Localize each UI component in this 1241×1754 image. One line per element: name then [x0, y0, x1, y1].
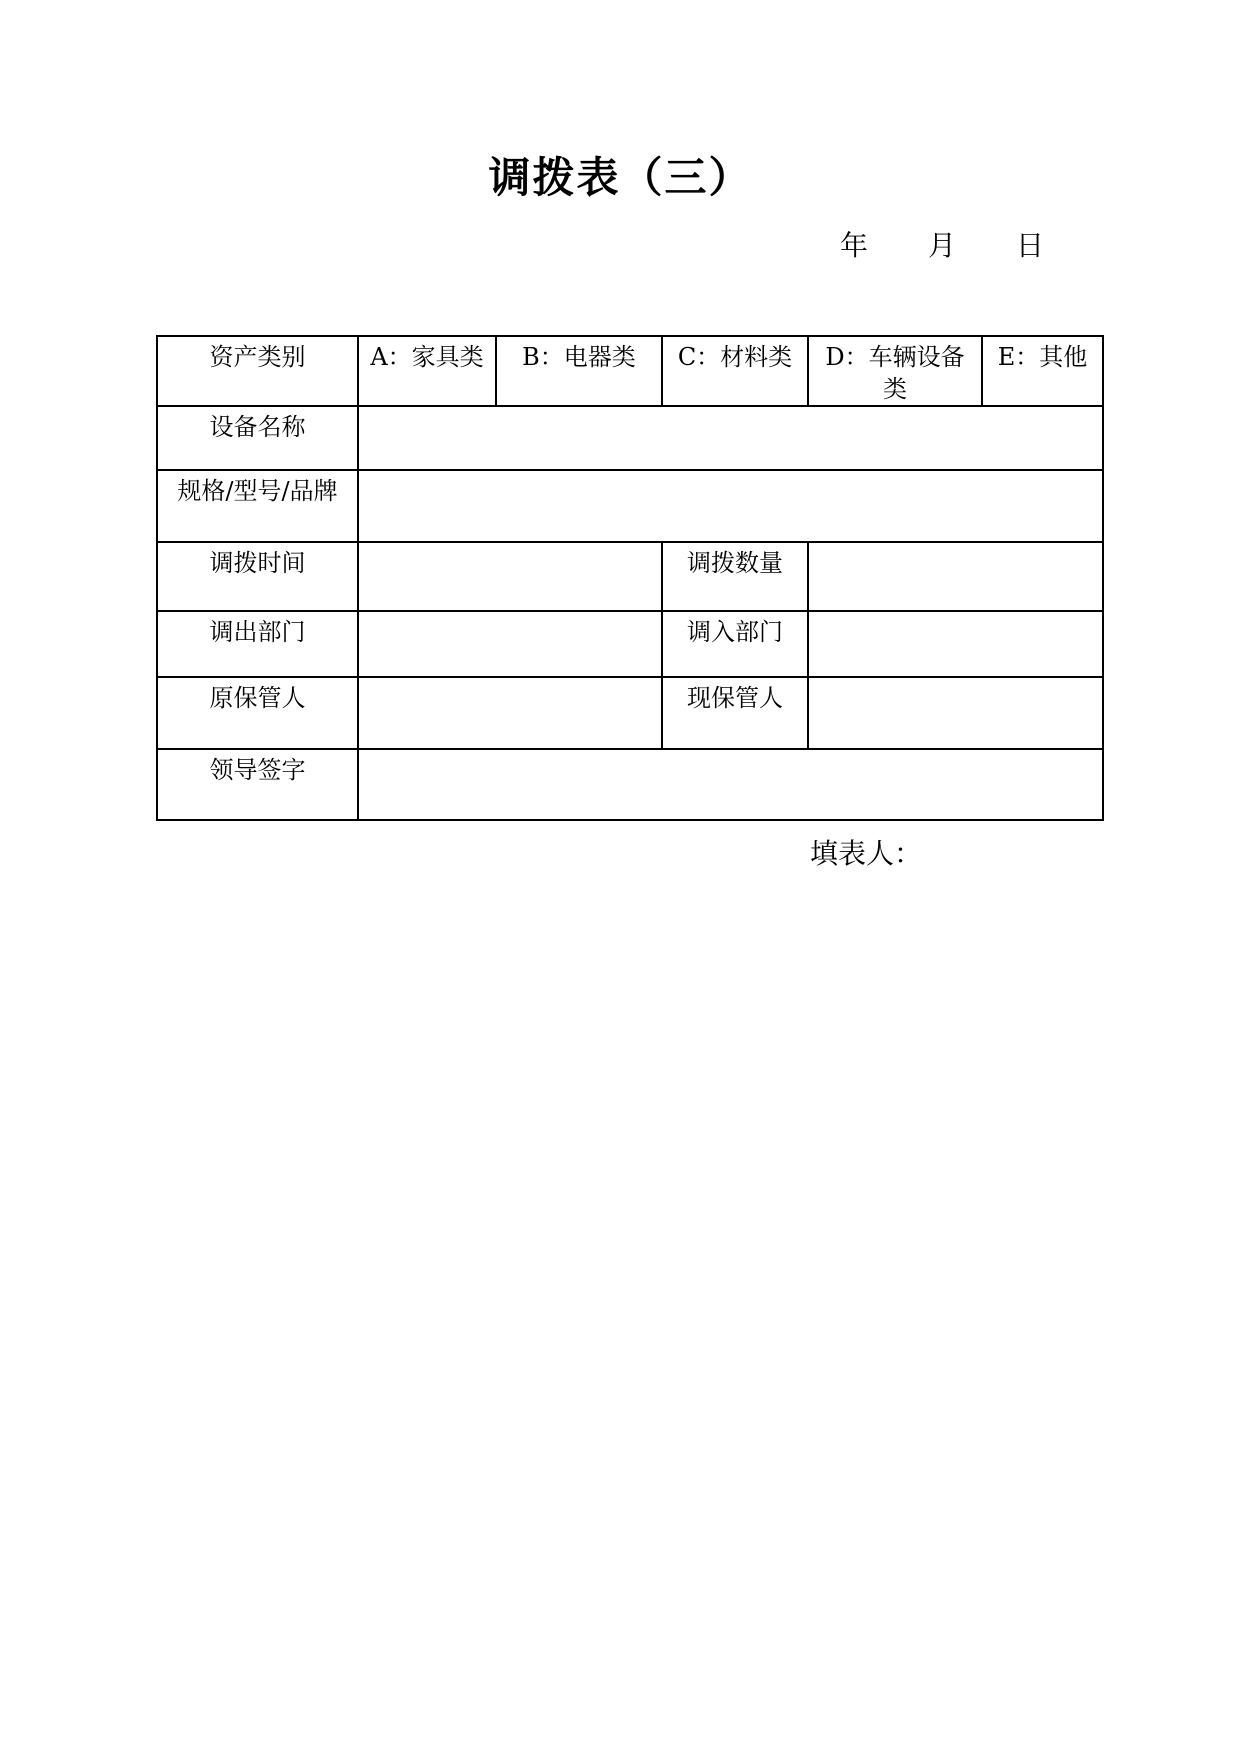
- curr-keeper-field[interactable]: [808, 677, 1103, 749]
- category-option-electrical[interactable]: B：电器类: [496, 336, 662, 406]
- transfer-qty-label: 调拨数量: [662, 542, 808, 611]
- date-year-label: 年: [840, 229, 869, 262]
- category-option-other[interactable]: E：其他: [982, 336, 1103, 406]
- transfer-form-table: [156, 335, 1104, 821]
- in-dept-label: 调入部门: [662, 611, 808, 677]
- date-line: [840, 228, 1044, 264]
- table-row: [157, 542, 1103, 611]
- category-option-materials[interactable]: C：材料类: [662, 336, 808, 406]
- transfer-time-field[interactable]: [358, 542, 662, 611]
- filler-label: 填表人：: [810, 837, 923, 870]
- category-option-vehicles[interactable]: D：车辆设备类: [808, 336, 982, 406]
- out-dept-label: 调出部门: [157, 611, 358, 677]
- out-dept-field[interactable]: [358, 611, 662, 677]
- table-row: [157, 749, 1103, 820]
- page-title: 调拨表（三）: [488, 153, 753, 202]
- table-row: [157, 406, 1103, 470]
- equipment-name-label: 设备名称: [157, 406, 358, 470]
- leader-sign-label: 领导签字: [157, 749, 358, 820]
- in-dept-field[interactable]: [808, 611, 1103, 677]
- orig-keeper-field[interactable]: [358, 677, 662, 749]
- table-row: [157, 470, 1103, 542]
- orig-keeper-label: 原保管人: [157, 677, 358, 749]
- category-option-furniture[interactable]: A：家具类: [358, 336, 496, 406]
- spec-field[interactable]: [358, 470, 1103, 542]
- spec-label: 规格/型号/品牌: [157, 470, 358, 542]
- transfer-time-label: 调拨时间: [157, 542, 358, 611]
- table-row: [157, 677, 1103, 749]
- table-row: [157, 611, 1103, 677]
- asset-category-label: 资产类别: [157, 336, 358, 406]
- leader-sign-field[interactable]: [358, 749, 1103, 820]
- curr-keeper-label: 现保管人: [662, 677, 808, 749]
- equipment-name-field[interactable]: [358, 406, 1103, 470]
- date-month-label: 月: [928, 229, 957, 262]
- table-row: [157, 336, 1103, 406]
- date-day-label: 日: [1016, 229, 1045, 262]
- transfer-qty-field[interactable]: [808, 542, 1103, 611]
